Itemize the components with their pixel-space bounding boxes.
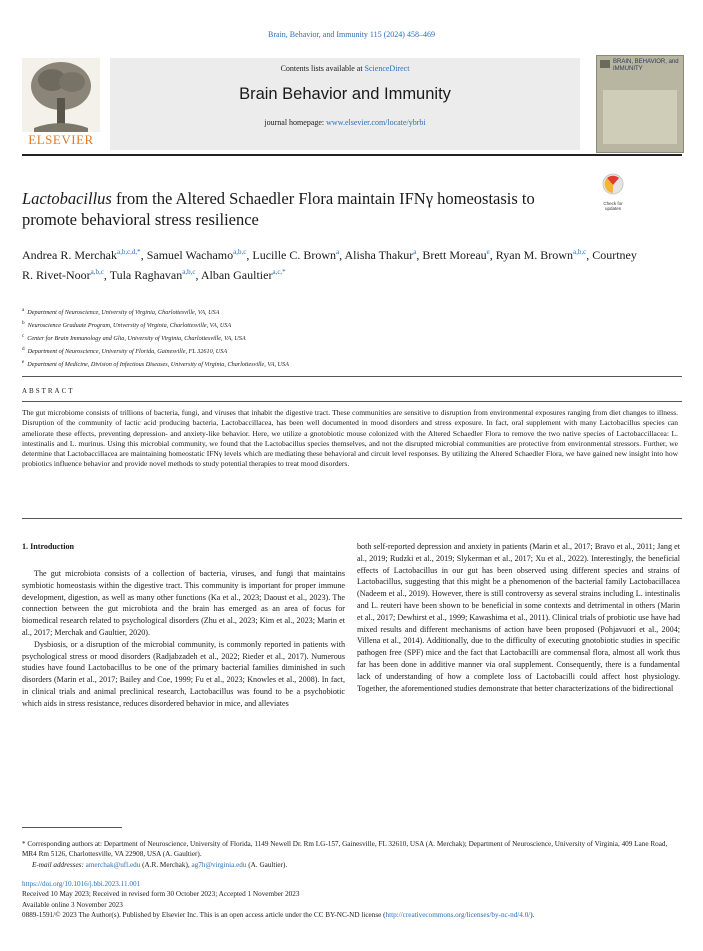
footnote (22, 839, 682, 870)
homepage-prefix: journal homepage: (264, 118, 327, 127)
email-label: E-mail addresses: (32, 860, 86, 869)
doi-link[interactable]: https://doi.org/10.1016/j.bbi.2023.11.001 (22, 880, 141, 888)
check-updates-label: Check for updates (603, 201, 623, 211)
journal-reference[interactable]: Brain, Behavior, and Immunity 115 (2024) 458–469 (268, 30, 435, 39)
journal-title: Brain Behavior and Immunity (239, 85, 451, 103)
author-affiliation-mark[interactable]: a,b,c (233, 248, 247, 256)
author[interactable] (252, 248, 339, 262)
abstract-heading: ABSTRACT (22, 387, 75, 395)
affiliation-mark: c (22, 333, 25, 340)
affiliation-mark: e (22, 359, 25, 366)
abstract-top-rule (22, 376, 682, 377)
author-name[interactable]: Courtney R. Rivet-Noor (22, 248, 637, 282)
affiliation-mark: d (22, 346, 25, 353)
title-italic: Lactobacillus (22, 189, 112, 208)
author-name[interactable]: Alban Gaultier (200, 268, 273, 282)
author[interactable] (201, 268, 286, 282)
journal-cover[interactable] (596, 55, 684, 153)
author[interactable] (22, 248, 141, 262)
author-affiliation-mark[interactable]: a (336, 248, 340, 256)
author-name[interactable]: Samuel Wachamo (146, 248, 234, 262)
author[interactable] (147, 248, 247, 262)
abstract-bottom-rule (22, 518, 682, 519)
author-name[interactable]: Andrea R. Merchak (22, 248, 117, 262)
author-list: Andrea R. Merchak$^{a,b,c,d,*}$, Samuel Wachamo$^{a,b,c}$, Lucille C. Brown$^a$, Alisha Thakur$^a$, Brett Moreau$^e$, Ryan M. Brown$^{a,b,c}$, Courtney R. Rivet-Noor$^{a,b,c}$, Tula Raghavan$^{a,b,c}$, Alban Gaultier$^{a,c,*}$ (22, 248, 637, 282)
email-owner: (A. Gaultier). (246, 860, 288, 869)
affiliation-text: Department of Medicine, Division of Infectious Diseases, University of Virginia, Charlottesville, VA, USA (27, 361, 289, 369)
footnote-star: * (22, 840, 28, 848)
publisher-name: ELSEVIER (28, 132, 94, 147)
affiliation-list (22, 305, 642, 370)
author-affiliation-mark[interactable]: a,b,c (182, 268, 196, 276)
author-affiliation-mark[interactable]: a,b,c,d,* (116, 248, 141, 256)
check-for-updates-button[interactable] (598, 172, 628, 211)
affiliation (22, 318, 642, 331)
cover-title: BRAIN, BEHAVIOR, and IMMUNITY (613, 59, 679, 72)
affiliation (22, 344, 642, 357)
author-name[interactable]: Ryan M. Brown (495, 248, 573, 262)
received-dates: Received 10 May 2023; Received in revised form 30 October 2023; Accepted 1 November 2023 (22, 890, 300, 899)
article-meta (22, 879, 682, 920)
footnote-rule (22, 827, 122, 828)
author-affiliation-mark[interactable]: a,b,c (572, 248, 587, 256)
email-link[interactable]: amerchak@ufl.edu (85, 860, 141, 869)
title-rest: from the Altered Schaedler Flora maintain IFNγ homeostasis to promote behavioral stress resilience (22, 189, 535, 229)
license-link[interactable]: http://creativecommons.org/licenses/by-nc-nd/4.0/ (385, 910, 531, 919)
header-divider (22, 154, 682, 156)
affiliation-mark: b (22, 320, 25, 327)
check-updates-icon (598, 172, 628, 196)
paragraph: both self-reported depression and anxiety in patients (Marin et al., 2017; Bravo et al., 2011; Jang et al., 2019; Rudzki et al., 2019; Slykerman et al., 2017; Xu et al., 2022). Interestingly, the beneficial effects of Lactobacillus in our gut has been observed using different species and strains of Lactobacillus, suggesting that this might be a phenomenon of the bacterial family Lactobacillacea (Nadeem et al., 2019). However, there is still controversy as several strains including L. intestinalis and L. reuteri have been shown to be beneficial in some contexts and detrimental in others (Marin et al., 2017; Dewhirst et al., 1999; Kawashima et al., 2011). Clinical trials of probiotic use have had mixed results and different mechanisms of action have been proposed (Pohjavuori et al., 2004; Villena et al., 2014). Additionally, due to the difficulty of executing gnotobiotic studies in specific pathogen free (SPF) mice and the fact that Lactobacilli are commensal flora, almost all work thus far has been done in additive manner via oral supplement. Consequently, there is a fundamental lack of understanding of how a complete loss of Lactobacilli could affect host physiology. Together, the aforementioned studies demonstrate that better characterizations of the bidirectional (357, 542, 680, 693)
body-column-right (357, 541, 680, 694)
email-owner: (A.R. Merchak), (140, 860, 192, 869)
affiliation-mark: a (22, 307, 25, 313)
author[interactable] (110, 268, 196, 282)
article-title (22, 188, 582, 230)
homepage-link[interactable]: www.elsevier.com/locate/ybrbi (326, 118, 426, 127)
author-name[interactable]: Alisha Thakur (344, 248, 414, 262)
email-link[interactable]: ag7h@virginia.edu (191, 860, 247, 869)
author[interactable] (496, 248, 586, 262)
author-name[interactable]: Brett Moreau (422, 248, 487, 262)
section-heading: 1. Introduction (22, 542, 75, 551)
author[interactable] (344, 248, 416, 262)
affiliation-text: Department of Neuroscience, University of Virginia, Charlottesville, VA, USA (27, 309, 220, 317)
contents-prefix: Contents lists available at (280, 64, 365, 73)
available-online: Available online 3 November 2023 (22, 900, 123, 909)
elsevier-logo (22, 58, 100, 146)
affiliation (22, 331, 642, 344)
affiliation-text: Center for Brain Immunology and Glia, University of Virginia, Charlottesville, VA, USA (27, 335, 246, 343)
author-affiliation-mark[interactable]: a (413, 248, 417, 256)
abstract-text: The gut microbiome consists of trillions of bacteria, fungi, and viruses that inhabit the digestive tract. These communities are sensitive to disruption from environmental exposures ranging from diet changes to illness. Disruption of the community of lactic acid producing bacteria, Lactobaccillacea, has been well documented in mood disorders and stress exposure. In fact, oral supplement with many Lactobacillus species can ameliorate these effects, preventing depression- and anxiety-like behavior. Here, we utilize a gnotobiotic mouse colonized with the Altered Schaedler Flora to remove the two native species of Lactobaccillacea: L. intestinalis and L. murinus. Using this microbial community, we found that the Lactobacillus species themselves, and not the disrupted microbial communities are protective from environmental stressors. Further, we determine that Lactobaccillacea are maintaining homeostatic IFNγ levels which are mediating these behavioral and circuit level responses. By utilizing the Altered Schaedler Flora, we have gained new insight into how probiotics influence behavior and provide novel methods to study potential therapies to treat mood disorders. (22, 408, 678, 469)
paragraph: The gut microbiota consists of a collection of bacteria, viruses, and fungi that maintains symbiotic homeostasis within the digestive tract. This community is important for proper immune development, digestion, as well as many other functions (Ka et al., 2023; Daoust et al., 2023). The connection between the gut microbiota and the brain has emerged as an area of focus for biomedical research related to psychological disorders (Zhu et al., 2023; Kim et al., 2023; Marin et al., 2017; Merchak and Gaultier, 2020). (22, 569, 345, 637)
paragraph: Dysbiosis, or a disruption of the microbial community, is commonly reported in patients with psychological stress or mood disorders (Radjabzadeh et al., 2022; Rieder et al., 2017). Numerous studies have found Lactobacillus to be one of the primary bacterial families diminished in such disorders (Marin et al., 2017; Bailey and Coe, 1999; Fu et al., 2023; Knowles et al., 2008). In fact, in clinical trials and animal preclinical research, Lactobacillus was found to be a psychobiotic which aids in stress resistance, reduces disordered behavior in mice, and alleviates (22, 639, 345, 708)
author[interactable] (422, 248, 489, 262)
homepage-line (110, 118, 580, 127)
author-affiliation-mark[interactable]: a,c,* (272, 268, 286, 276)
contents-line (110, 64, 580, 73)
affiliation-text: Department of Neuroscience, University of Florida, Gainesville, FL 32610, USA (27, 348, 228, 356)
author-affiliation-mark[interactable]: e (486, 248, 490, 256)
affiliation (22, 357, 642, 370)
license-line (22, 910, 682, 920)
author-name[interactable]: Tula Raghavan (109, 268, 183, 282)
cover-image (603, 90, 677, 144)
affiliation-text: Neuroscience Graduate Program, University of Virginia, Charlottesville, VA, USA (27, 322, 232, 330)
cover-logo-icon (600, 60, 610, 68)
author-name[interactable]: Lucille C. Brown (252, 248, 337, 262)
abstract-heading-rule (22, 401, 682, 402)
journal-header (110, 58, 580, 150)
license-prefix: 0889-1591/© 2023 The Author(s). Published by Elsevier Inc. This is an open access article under the CC BY-NC-ND license ( (22, 910, 386, 919)
body-column-left (22, 568, 345, 710)
license-suffix: ). (530, 910, 535, 919)
author-affiliation-mark[interactable]: a,b,c (90, 268, 104, 276)
sciencedirect-link[interactable]: ScienceDirect (364, 64, 410, 73)
footnote-text: Corresponding authors at: Department of Neuroscience, University of Florida, 1149 Newell Dr. Rm LG-157, Gainesville, FL 32610, USA (A. Merchak); Department of Neuroscience, University of Virginia, 409 Lane Road, MR4 Rm 5126, Charlottesville, VA 22908, USA (A. Gaultier). (22, 840, 668, 859)
affiliation (22, 305, 642, 318)
